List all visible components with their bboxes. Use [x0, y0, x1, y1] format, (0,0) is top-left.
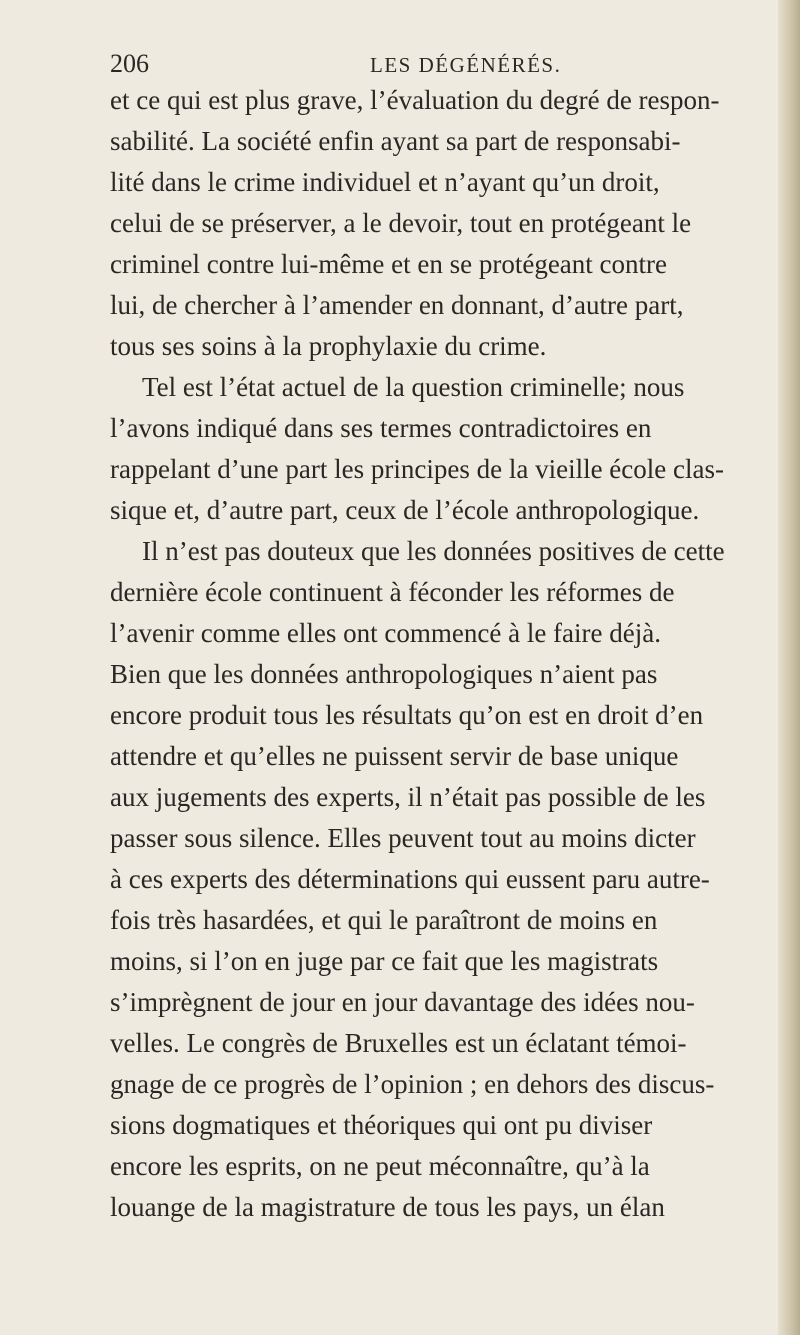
text-line-paragraph-start: Il n’est pas douteux que les données positives de cette [142, 536, 725, 566]
text-line: moins, si l’on en juge par ce fait que les magistrats [110, 946, 659, 976]
text-line: gnage de ce progrès de l’opinion ; en dehors des discus- [110, 1069, 715, 1099]
text-line: dernière école continuent à féconder les réformes de [110, 577, 675, 607]
text-line: lui, de chercher à l’amender en donnant, d’autre part, [110, 290, 684, 320]
text-line: l’avenir comme elles ont commencé à le faire déjà. [110, 618, 661, 648]
running-title: LES DÉGÉNÉRÉS. [370, 53, 562, 77]
text-line: sabilité. La société enfin ayant sa part de responsabi- [110, 126, 681, 156]
running-head [110, 47, 770, 81]
text-line: et ce qui est plus grave, l’évaluation du degré de respon- [110, 85, 720, 115]
text-line: à ces experts des déterminations qui eussent paru autre- [110, 864, 710, 894]
text-line: l’avons indiqué dans ses termes contradictoires en [110, 413, 652, 443]
text-line: Bien que les données anthropologiques n’aient pas [110, 659, 658, 689]
text-line: velles. Le congrès de Bruxelles est un éclatant témoi- [110, 1028, 687, 1058]
text-line: aux jugements des experts, il n’était pas possible de les [110, 782, 706, 812]
page-edge-shadow [778, 0, 800, 1335]
text-line: celui de se préserver, a le devoir, tout en protégeant le [110, 208, 692, 238]
text-line: passer sous silence. Elles peuvent tout au moins dicter [110, 823, 696, 853]
text-line: attendre et qu’elles ne puissent servir de base unique [110, 741, 679, 771]
text-line: encore les esprits, on ne peut méconnaître, qu’à la [110, 1151, 650, 1181]
body-text [110, 80, 770, 1228]
text-line: louange de la magistrature de tous les pays, un élan [110, 1192, 665, 1222]
text-line: sions dogmatiques et théoriques qui ont pu diviser [110, 1110, 653, 1140]
text-line: sique et, d’autre part, ceux de l’école anthropologique. [110, 495, 700, 525]
page-number: 206 [110, 49, 149, 78]
text-line: lité dans le crime individuel et n’ayant qu’un droit, [110, 167, 660, 197]
text-line: fois très hasardées, et qui le paraîtront de moins en [110, 905, 658, 935]
text-line: s’imprègnent de jour en jour davantage des idées nou- [110, 987, 695, 1017]
text-line-paragraph-start: Tel est l’état actuel de la question criminelle; nous [142, 372, 685, 402]
text-line: rappelant d’une part les principes de la vieille école clas- [110, 454, 724, 484]
text-line: criminel contre lui-même et en se protégeant contre [110, 249, 668, 279]
text-line: encore produit tous les résultats qu’on est en droit d’en [110, 700, 704, 730]
text-line: tous ses soins à la prophylaxie du crime. [110, 331, 547, 361]
